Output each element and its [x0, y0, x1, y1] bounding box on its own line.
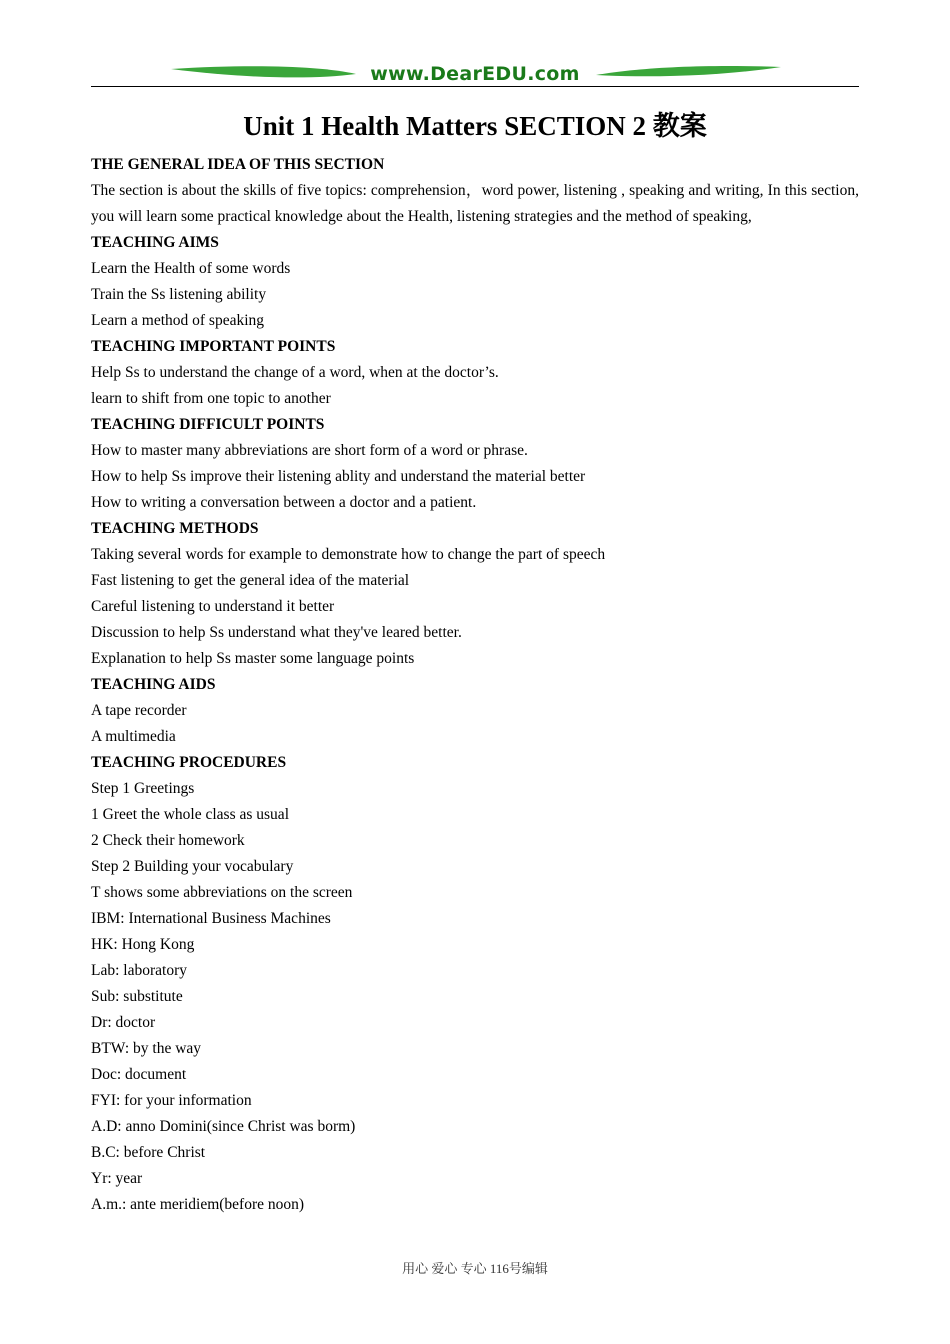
list-item: B.C: before Christ: [91, 1144, 206, 1161]
section-heading: TEACHING DIFFICULT POINTS: [91, 416, 325, 433]
section-heading: TEACHING AIMS: [91, 234, 219, 251]
section-paragraph: The section is about the skills of five topics: comprehension，word power, listening , speaking and writing, In this section, you will learn some practical knowledge about the Health, listening strategies and the method of speaking,: [91, 182, 859, 225]
list-item: Careful listening to understand it better: [91, 598, 335, 615]
list-item: Fast listening to get the general idea of the material: [91, 572, 410, 589]
list-item: Yr: year: [91, 1170, 143, 1187]
list-item: A.D: anno Domini(since Christ was borm): [91, 1118, 356, 1135]
section-heading: THE GENERAL IDEA OF THIS SECTION: [91, 156, 385, 173]
list-item: learn to shift from one topic to another: [91, 390, 331, 407]
document-title: Unit 1 Health Matters SECTION 2 教案: [243, 111, 707, 141]
list-item: FYI: for your information: [91, 1092, 252, 1109]
section-heading: TEACHING AIDS: [91, 676, 216, 693]
list-item: Step 1 Greetings: [91, 780, 195, 797]
list-item: A tape recorder: [91, 702, 187, 719]
list-item: How to writing a conversation between a doctor and a patient.: [91, 494, 477, 511]
list-item: Explanation to help Ss master some language points: [91, 650, 415, 667]
list-item: IBM: International Business Machines: [91, 910, 331, 927]
page-header: [91, 58, 859, 88]
list-item: HK: Hong Kong: [91, 936, 195, 953]
list-item: How to master many abbreviations are short form of a word or phrase.: [91, 442, 528, 459]
site-logo: www.DearEDU.com: [370, 63, 580, 85]
list-item: Learn a method of speaking: [91, 312, 265, 329]
list-item: Doc: document: [91, 1066, 187, 1083]
header-divider: [91, 86, 859, 87]
list-item: Train the Ss listening ability: [91, 286, 267, 303]
list-item: BTW: by the way: [91, 1040, 202, 1057]
list-item: 2 Check their homework: [91, 832, 245, 849]
list-item: Dr: doctor: [91, 1014, 156, 1031]
list-item: Sub: substitute: [91, 988, 183, 1005]
list-item: A.m.: ante meridiem(before noon): [91, 1196, 305, 1213]
list-item: Taking several words for example to demonstrate how to change the part of speech: [91, 546, 606, 563]
list-item: Learn the Health of some words: [91, 260, 291, 277]
document-body: [91, 152, 859, 1218]
section-heading: TEACHING METHODS: [91, 520, 259, 537]
section-heading: TEACHING IMPORTANT POINTS: [91, 338, 336, 355]
page-footer: 用心 爱心 专心 116号编辑: [402, 1261, 548, 1276]
list-item: Step 2 Building your vocabulary: [91, 858, 294, 875]
list-item: 1 Greet the whole class as usual: [91, 806, 289, 823]
list-item: How to help Ss improve their listening ablity and understand the material better: [91, 468, 586, 485]
list-item: Lab: laboratory: [91, 962, 187, 979]
section-heading: TEACHING PROCEDURES: [91, 754, 287, 771]
list-item: Help Ss to understand the change of a word, when at the doctor’s.: [91, 364, 499, 381]
list-item: A multimedia: [91, 728, 176, 745]
list-item: T shows some abbreviations on the screen: [91, 884, 353, 901]
list-item: Discussion to help Ss understand what they've leared better.: [91, 624, 462, 641]
